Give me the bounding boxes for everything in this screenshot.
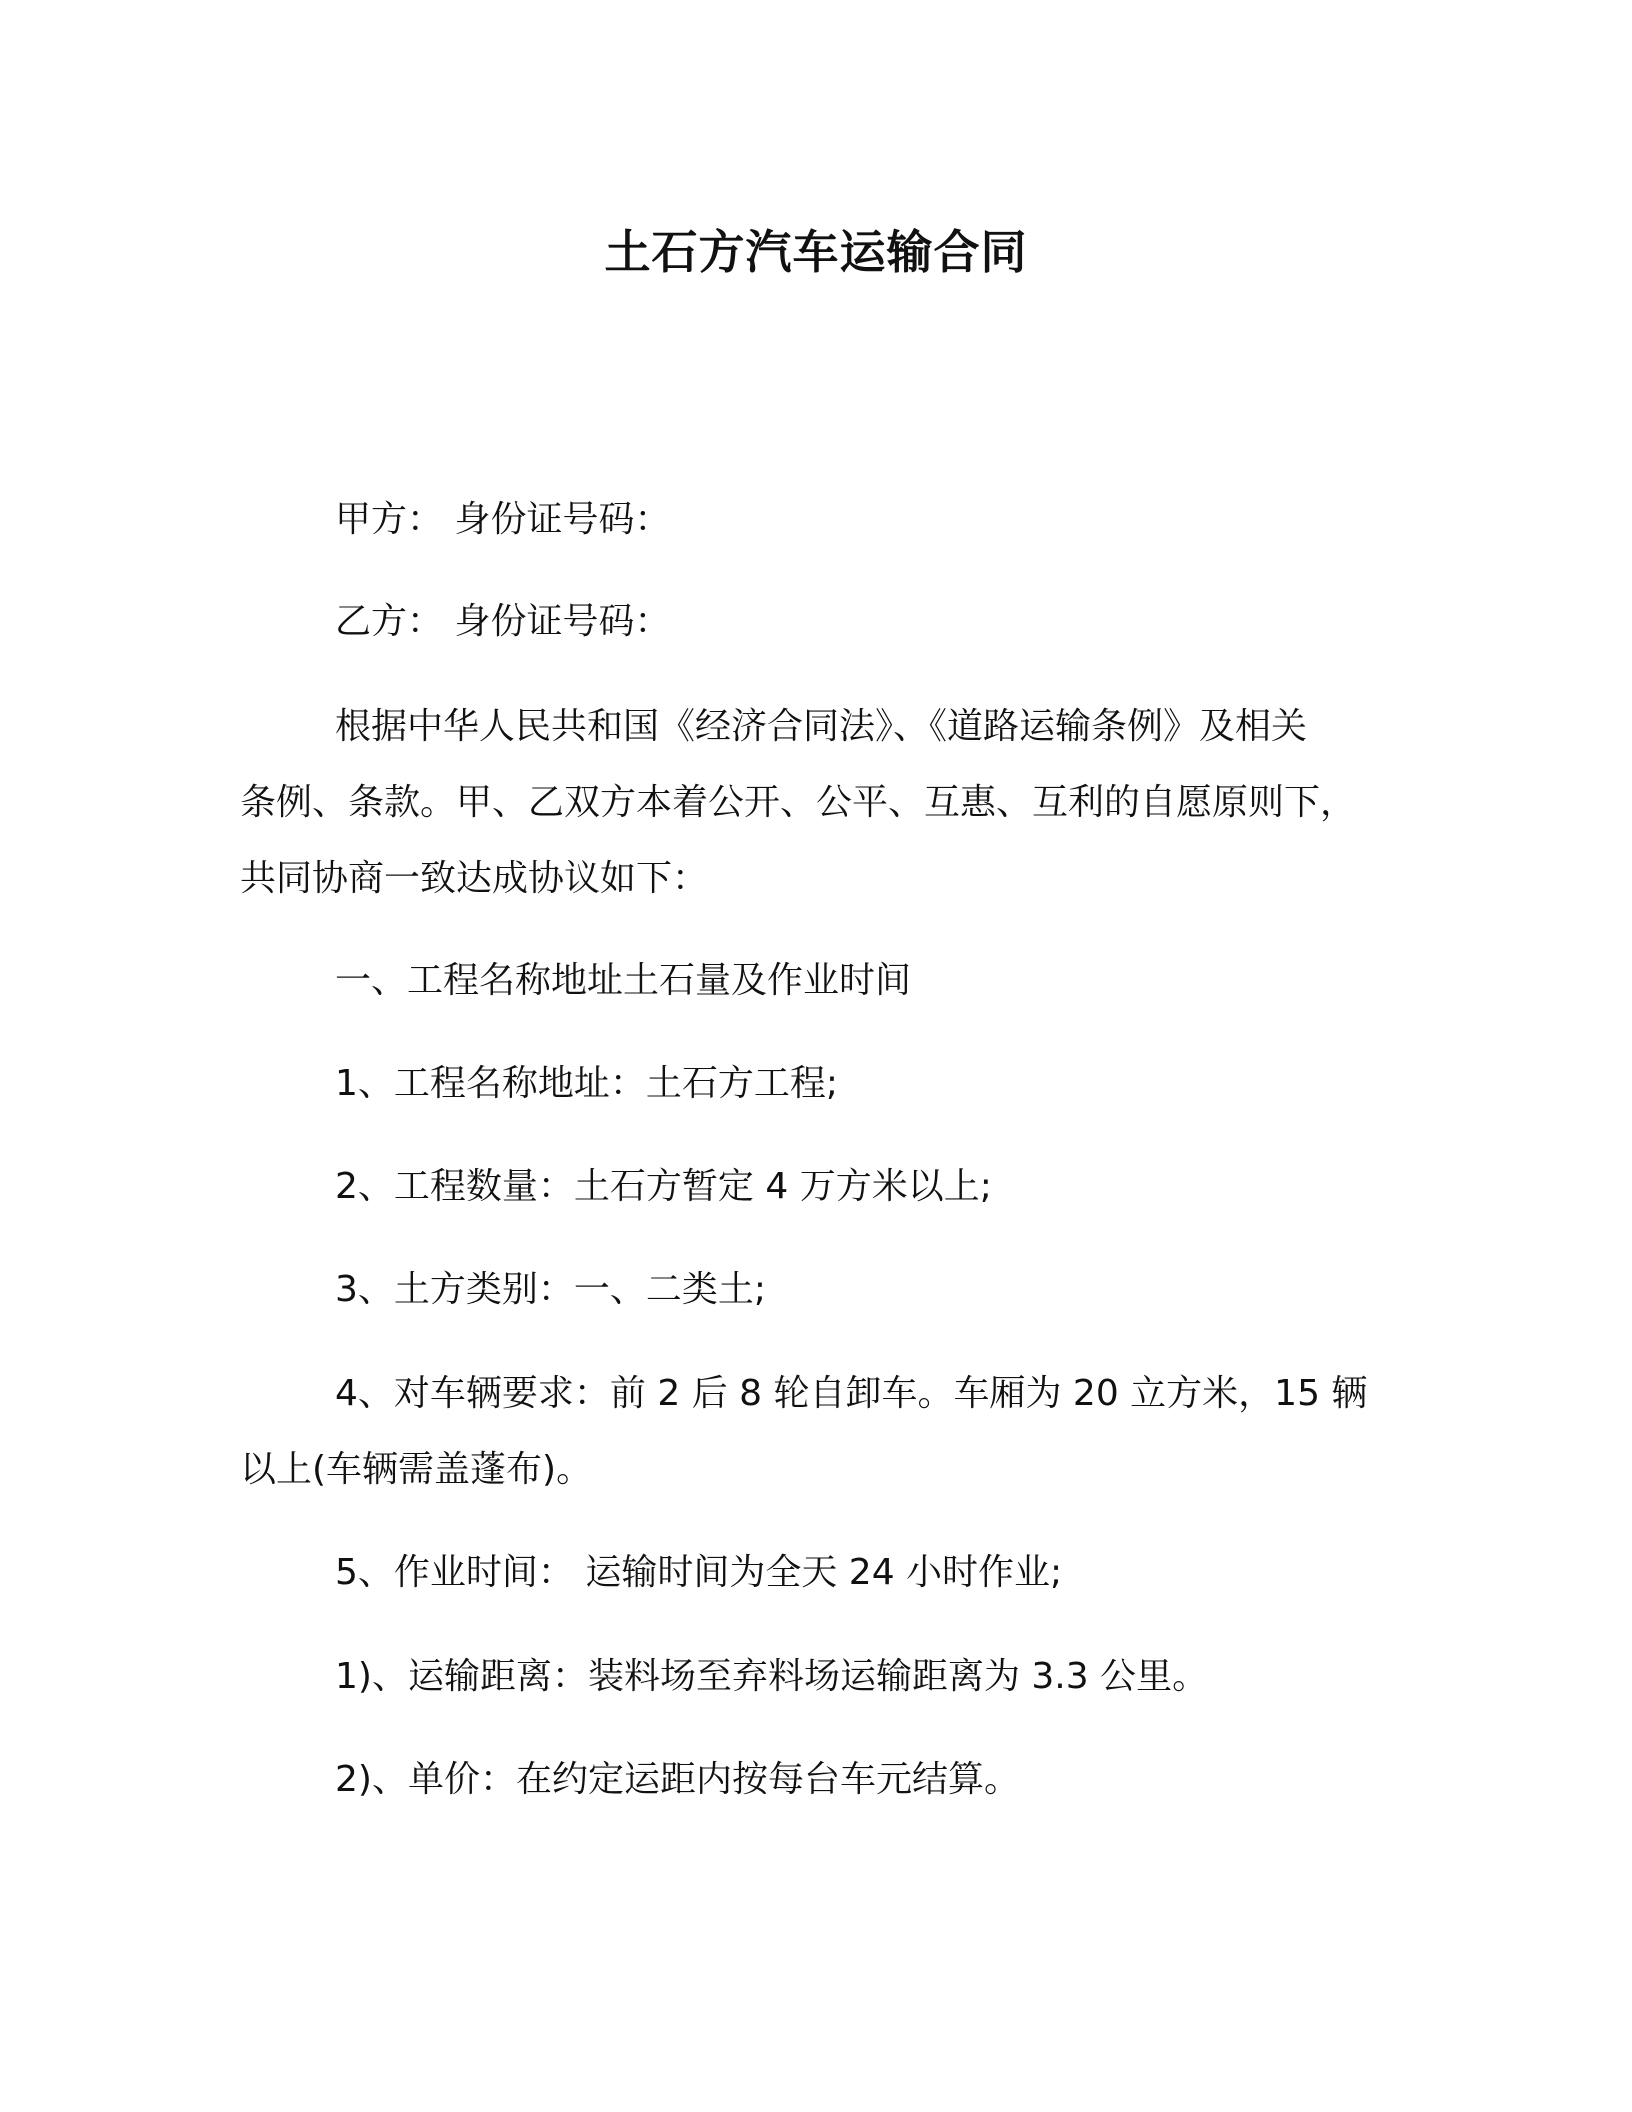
party-b-line: 乙方： 身份证号码： bbox=[335, 601, 671, 642]
document-title: 土石方汽车运输合同 bbox=[604, 225, 1028, 279]
item-1: 1、工程名称地址：土石方工程; bbox=[335, 1063, 839, 1104]
party-a-line: 甲方： 身份证号码： bbox=[335, 499, 671, 540]
sub-item-1: 1)、运输距离：装料场至弃料场运输距离为 3.3 公里。 bbox=[335, 1656, 1209, 1697]
item-5: 5、作业时间： 运输时间为全天 24 小时作业; bbox=[335, 1552, 1063, 1593]
section-1-heading: 一、工程名称地址土石量及作业时间 bbox=[335, 960, 912, 1001]
item-2: 2、工程数量：土石方暂定 4 万方米以上; bbox=[335, 1166, 992, 1207]
item-4-line-1: 4、对车辆要求：前 2 后 8 轮自卸车。车厢为 20 立方米，15 辆 bbox=[335, 1373, 1368, 1414]
item-3: 3、土方类别：一、二类土; bbox=[335, 1269, 767, 1310]
item-4-line-2: 以上(车辆需盖蓬布)。 bbox=[240, 1449, 593, 1490]
preamble-line-2: 条例、条款。甲、乙双方本着公开、公平、互惠、互利的自愿原则下， bbox=[240, 782, 1357, 823]
preamble-line-3: 共同协商一致达成协议如下： bbox=[240, 858, 709, 899]
sub-item-2: 2)、单价：在约定运距内按每台车元结算。 bbox=[335, 1759, 1020, 1800]
preamble-line-1: 根据中华人民共和国《经济合同法》、《道路运输条例》及相关 bbox=[335, 706, 1308, 747]
